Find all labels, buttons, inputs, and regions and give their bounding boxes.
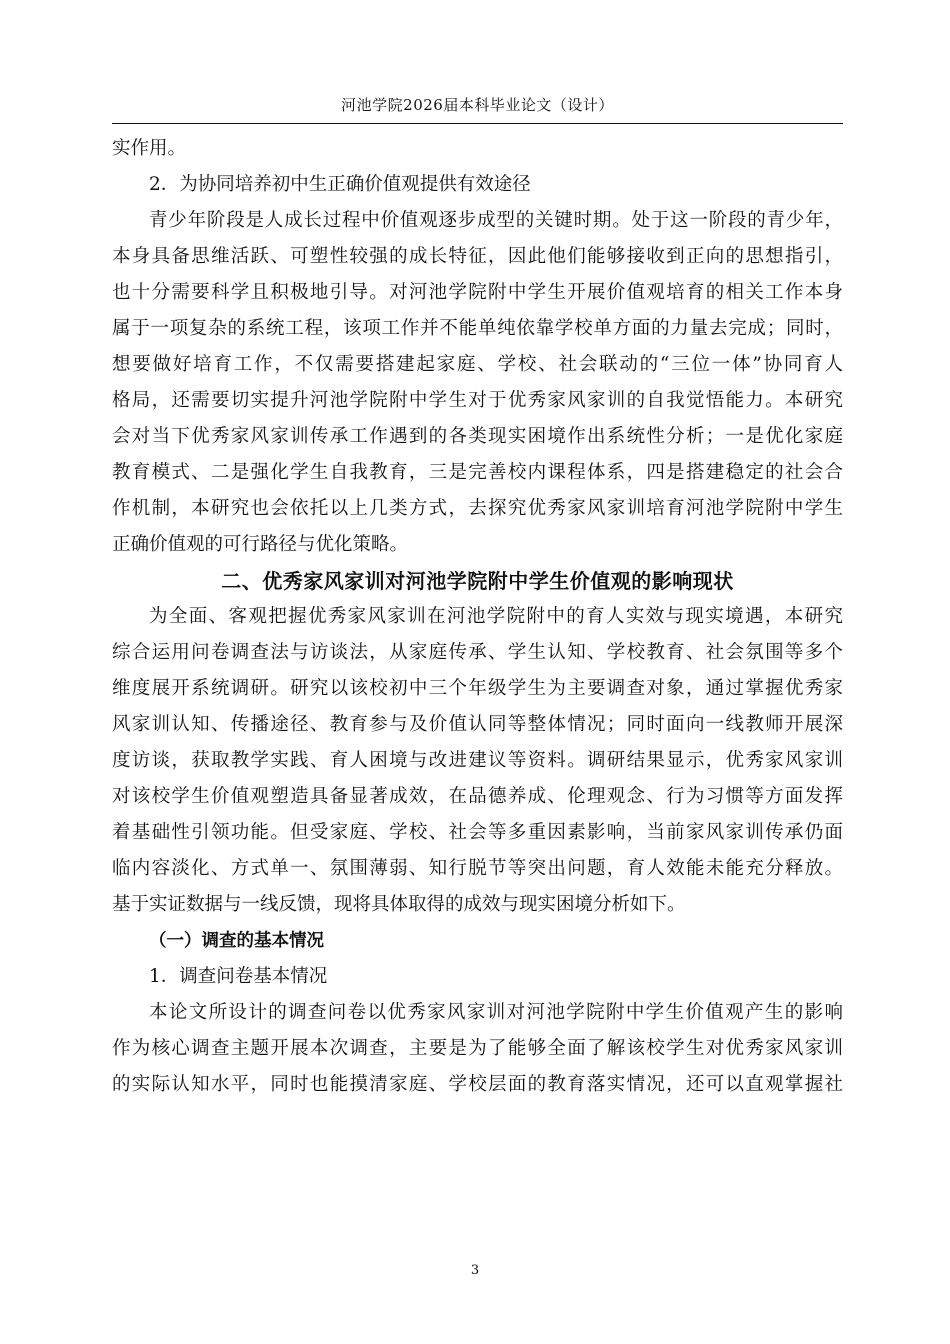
header-rule (112, 123, 843, 124)
paragraph-line: 会对当下优秀家风家训传承工作遇到的各类现实困境作出系统性分析；一是优化家庭 (112, 426, 843, 447)
subsection-heading: （一）调查的基本情况 (149, 931, 324, 951)
paragraph-line: 着基础性引领功能。但受家庭、学校、社会等多重因素影响，当前家风家训传承仍面 (112, 822, 843, 843)
running-header: 河池学院2026届本科毕业论文（设计） (341, 96, 614, 114)
paragraph-line: 也十分需要科学且积极地引导。对河池学院附中学生开展价值观培育的相关工作本身 (112, 282, 843, 303)
paragraph-line: 为全面、客观把握优秀家风家训在河池学院附中的育人实效与现实境遇，本研究 (149, 606, 843, 627)
paragraph-line: 教育模式、二是强化学生自我教育，三是完善校内课程体系，四是搭建稳定的社会合 (112, 462, 843, 483)
paragraph-line: 格局，还需要切实提升河池学院附中学生对于优秀家风家训的自我觉悟能力。本研究 (112, 390, 843, 411)
paragraph-line: 想要做好培育工作，不仅需要搭建起家庭、学校、社会联动的“三位一体”协同育人 (112, 354, 843, 375)
paragraph-line: 作机制，本研究也会依托以上几类方式，去探究优秀家风家训培育河池学院附中学生 (112, 498, 843, 519)
body-text (112, 131, 843, 1103)
paragraph-line: 青少年阶段是人成长过程中价值观逐步成型的关键时期。处于这一阶段的青少年， (149, 210, 843, 231)
paragraph-line: 风家训认知、传播途径、教育参与及价值认同等整体情况；同时面向一线教师开展深 (112, 714, 843, 735)
paragraph-line: 属于一项复杂的系统工程，该项工作并不能单纯依靠学校单方面的力量去完成；同时， (112, 318, 843, 339)
paragraph-line: 实作用。 (112, 138, 187, 159)
page-number: 3 (470, 1263, 480, 1278)
subheading-line: 2．为协同培养初中生正确价值观提供有效途径 (149, 174, 531, 195)
section-heading: 二、优秀家风家训对河池学院附中学生价值观的影响现状 (221, 569, 734, 593)
subheading-line: 1．调查问卷基本情况 (149, 966, 328, 987)
paragraph-line: 度访谈，获取教学实践、育人困境与改进建议等资料。调研结果显示，优秀家风家训 (112, 750, 843, 771)
paragraph-line: 基于实证数据与一线反馈，现将具体取得的成效与现实困境分析如下。 (112, 894, 686, 915)
paragraph-line: 本论文所设计的调查问卷以优秀家风家训对河池学院附中学生价值观产生的影响 (149, 1002, 843, 1023)
paragraph-line: 临内容淡化、方式单一、氛围薄弱、知行脱节等突出问题，育人效能未能充分释放。 (112, 858, 843, 879)
paragraph-line: 维度展开系统调研。研究以该校初中三个年级学生为主要调查对象，通过掌握优秀家 (112, 678, 843, 699)
paragraph-line: 本身具备思维活跃、可塑性较强的成长特征，因此他们能够接收到正向的思想指引， (112, 246, 843, 267)
paragraph-line: 对该校学生价值观塑造具备显著成效，在品德养成、伦理观念、行为习惯等方面发挥 (112, 786, 843, 807)
paragraph-line: 正确价值观的可行路径与优化策略。 (112, 534, 409, 555)
paragraph-line: 的实际认知水平，同时也能摸清家庭、学校层面的教育落实情况，还可以直观掌握社 (112, 1074, 843, 1095)
paragraph-line: 综合运用问卷调查法与访谈法，从家庭传承、学生认知、学校教育、社会氛围等多个 (112, 642, 843, 663)
paragraph-line: 作为核心调查主题开展本次调查，主要是为了能够全面了解该校学生对优秀家风家训 (112, 1038, 843, 1059)
